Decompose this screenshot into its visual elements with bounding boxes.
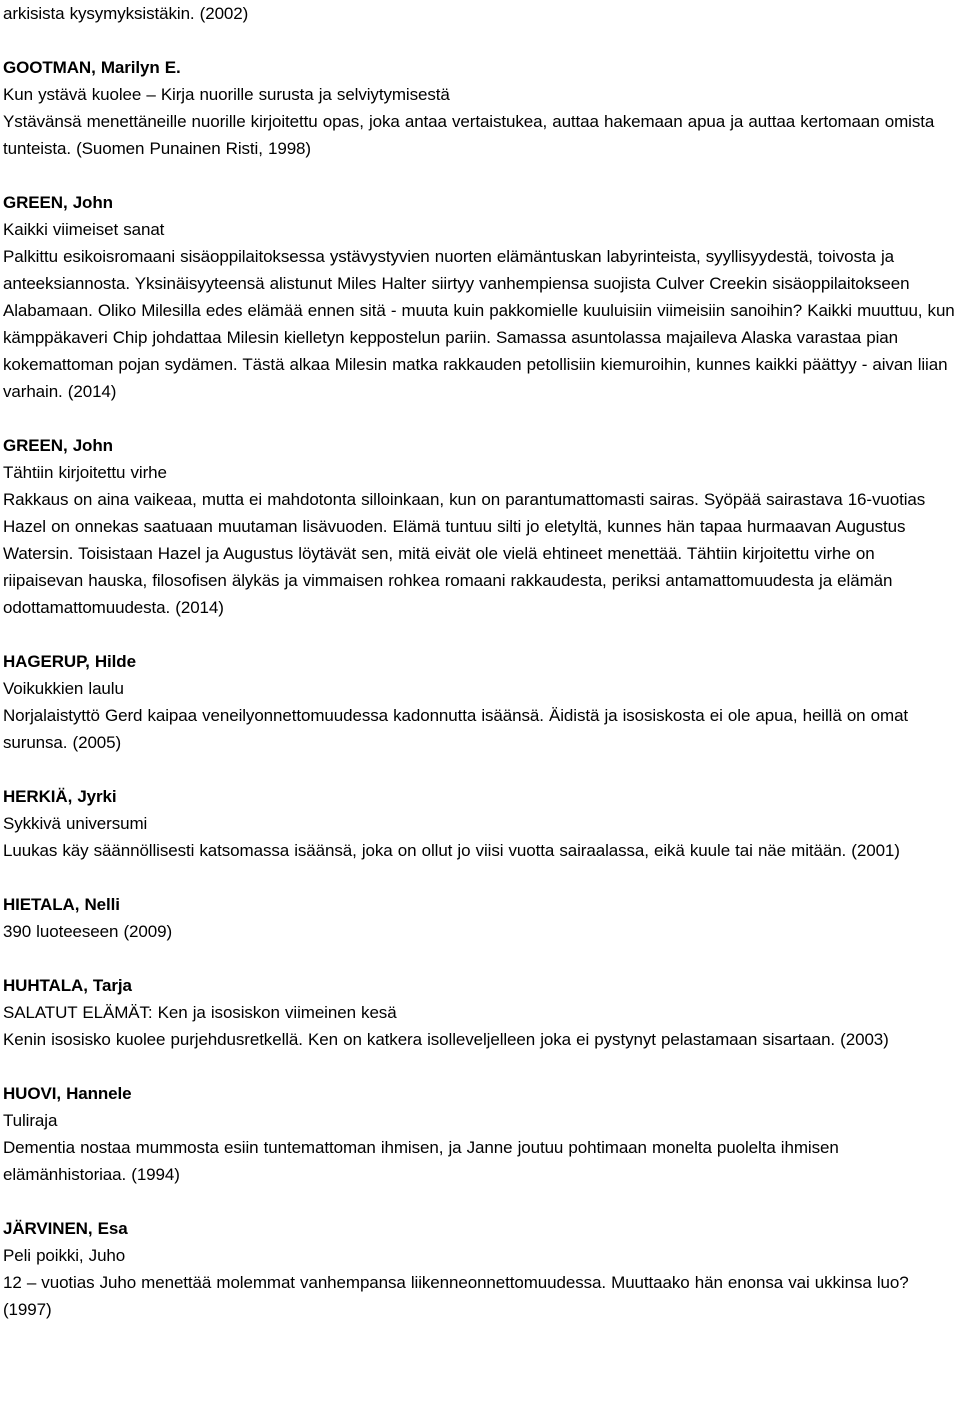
spacer bbox=[3, 1053, 958, 1080]
author-name: GREEN, John bbox=[3, 436, 113, 455]
spacer bbox=[3, 756, 958, 783]
author-name: GOOTMAN, Marilyn E. bbox=[3, 58, 181, 77]
book-title: Tähtiin kirjoitettu virhe bbox=[3, 463, 167, 482]
author-name: JÄRVINEN, Esa bbox=[3, 1219, 128, 1238]
author-name: HUOVI, Hannele bbox=[3, 1084, 132, 1103]
book-entry-herkia bbox=[3, 783, 958, 864]
spacer bbox=[3, 27, 958, 54]
book-entry-huovi bbox=[3, 1080, 958, 1188]
book-description: Ystävänsä menettäneille nuorille kirjoitettu opas, joka antaa vertaistukea, auttaa hakemaan apua ja auttaa kertomaan omista tunteista. (Suomen Punainen Risti, 1998) bbox=[3, 112, 935, 158]
book-entry-green-2 bbox=[3, 432, 958, 621]
author-name: HIETALA, Nelli bbox=[3, 895, 120, 914]
spacer bbox=[3, 621, 958, 648]
book-title: Sykkivä universumi bbox=[3, 814, 148, 833]
book-description: Palkittu esikoisromaani sisäoppilaitoksessa ystävystyvien nuorten elämäntuskan labyrinteista, syyllisyydestä, toivosta ja anteeksiannosta. Yksinäisyyteensä alistunut Miles Halter siirtyy vanhempiensa suojista Culver Creekin sisäoppilaitokseen Alabamaan. Oliko Milesilla edes elämää ennen sitä - muuta kuin pakkomielle kuuluisiin viimeisiin sanoihin? Kaikki muuttuu, kun kämppäkaveri Chip johdattaa Milesin kielletyn keppostelun pariin. Samassa asuntolassa majaileva Alaska varastaa pian kokemattoman pojan sydämen. Tästä alkaa Milesin matka rakkauden petollisiin kiemuroihin, kunnes kaikki päättyy - aivan liian varhain. (2014) bbox=[3, 247, 955, 401]
book-description: Rakkaus on aina vaikeaa, mutta ei mahdotonta silloinkaan, kun on parantumattomasti sairas. Syöpää sairastava 16-vuotias Hazel on onnekas saatuaan muutaman lisävuoden. Elämä tuntuu silti jo eletyltä, kunnes hän tapaa hurmaavan Augustus Watersin. Toisistaan Hazel ja Augustus löytävät sen, mitä eivät ole vielä ehtineet menettää. Tähtiin kirjoitettu virhe on riipaisevan hauska, filosofisen älykäs ja vimmaisen rohkea romaani rakkaudesta, periksi antamattomuudesta ja elämän odottamattomuudesta. (2014) bbox=[3, 490, 926, 617]
document-page bbox=[3, 0, 958, 1323]
intro-tail-text: arkisista kysymyksistäkin. (2002) bbox=[3, 4, 249, 23]
book-title: Kun ystävä kuolee – Kirja nuorille surusta ja selviytymisestä bbox=[3, 85, 450, 104]
spacer bbox=[3, 945, 958, 972]
book-description: Dementia nostaa mummosta esiin tuntemattoman ihmisen, ja Janne joutuu pohtimaan monelta puolelta ihmisen elämänhistoriaa. (1994) bbox=[3, 1138, 839, 1184]
book-entry-gootman bbox=[3, 54, 958, 162]
book-description: 12 – vuotias Juho menettää molemmat vanhempansa liikenneonnettomuudessa. Muuttaako hän enonsa vai ukkinsa luo? (1997) bbox=[3, 1273, 909, 1319]
book-entry-jarvinen bbox=[3, 1215, 958, 1323]
book-entry-huhtala bbox=[3, 972, 958, 1053]
book-description: Norjalaistyttö Gerd kaipaa veneilyonnettomuudessa kadonnutta isäänsä. Äidistä ja isosiskosta ei ole apua, heillä on omat surunsa. (2005) bbox=[3, 706, 909, 752]
spacer bbox=[3, 864, 958, 891]
book-title: SALATUT ELÄMÄT: Ken ja isosiskon viimeinen kesä bbox=[3, 1003, 397, 1022]
book-description: Luukas käy säännöllisesti katsomassa isäänsä, joka on ollut jo viisi vuotta sairaalassa, eikä kuule tai näe mitään. (2001) bbox=[3, 841, 900, 860]
book-title: Peli poikki, Juho bbox=[3, 1246, 126, 1265]
book-entry-hagerup bbox=[3, 648, 958, 756]
book-title: Tuliraja bbox=[3, 1111, 58, 1130]
spacer bbox=[3, 1188, 958, 1215]
book-title: Kaikki viimeiset sanat bbox=[3, 220, 165, 239]
author-name: HUHTALA, Tarja bbox=[3, 976, 132, 995]
book-title: 390 luoteeseen (2009) bbox=[3, 922, 173, 941]
spacer bbox=[3, 162, 958, 189]
book-description: Kenin isosisko kuolee purjehdusretkellä. Ken on katkera isolleveljelleen joka ei pystynyt pelastamaan sisartaan. (2003) bbox=[3, 1030, 889, 1049]
book-entry-hietala bbox=[3, 891, 958, 945]
author-name: GREEN, John bbox=[3, 193, 113, 212]
author-name: HERKIÄ, Jyrki bbox=[3, 787, 117, 806]
book-title: Voikukkien laulu bbox=[3, 679, 124, 698]
author-name: HAGERUP, Hilde bbox=[3, 652, 136, 671]
book-entry-green-1 bbox=[3, 189, 958, 405]
spacer bbox=[3, 405, 958, 432]
